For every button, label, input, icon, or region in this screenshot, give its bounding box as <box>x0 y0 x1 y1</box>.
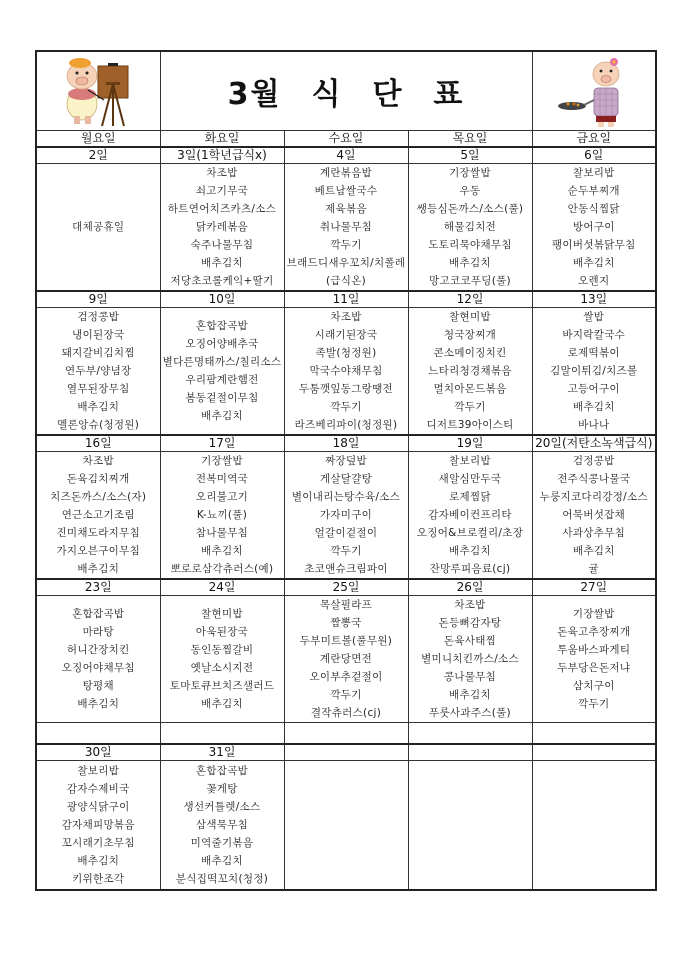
menu-row <box>36 452 656 580</box>
date-row <box>36 147 656 164</box>
menu-item: 감자채피망볶음 <box>61 819 135 831</box>
menu-item: 전주식콩나물국 <box>557 473 631 485</box>
menu-cell <box>408 596 532 723</box>
menu-item: 기장쌀밥 <box>449 167 491 179</box>
menu-item: 옛날소시지전 <box>190 662 254 674</box>
menu-cell <box>160 164 284 292</box>
menu-item: 봄동겉절이무침 <box>185 392 259 404</box>
menu-cell <box>408 452 532 580</box>
menu-item: K-뇨끼(풀) <box>196 509 248 521</box>
menu-item: 찰보리밥 <box>77 765 120 777</box>
empty-cell <box>284 723 408 745</box>
menu-cell <box>408 164 532 292</box>
blank-row <box>36 723 656 745</box>
date-cell <box>284 744 408 761</box>
date-cell: 18일 <box>284 435 408 452</box>
menu-row <box>36 596 656 723</box>
menu-item: 별다른명태까스/칠리소스 <box>162 356 282 368</box>
menu-cell <box>408 761 532 891</box>
menu-item: 도토리묵야채무침 <box>428 239 512 251</box>
weekday-wednesday: 수요일 <box>284 131 408 148</box>
menu-item: 귤 <box>588 563 599 575</box>
menu-item: 바지락칼국수 <box>562 329 626 341</box>
menu-item: 오징어야채무침 <box>61 662 135 674</box>
menu-item: 짬뽕국 <box>330 617 362 629</box>
menu-item: 망고코코푸딩(풀) <box>429 275 511 287</box>
menu-cell <box>284 164 408 292</box>
menu-item: 차조밥 <box>82 455 114 467</box>
date-cell: 23일 <box>36 579 160 596</box>
menu-item: 바나나 <box>578 419 610 431</box>
menu-item: 사과상추무침 <box>562 527 626 539</box>
menu-item: 가지오븐구이무침 <box>56 545 141 557</box>
date-cell: 20일(저탄소녹색급식) <box>532 435 656 452</box>
date-row <box>36 744 656 761</box>
menu-item: 얼갈이겉절이 <box>314 527 378 539</box>
menu-item: 방어구이 <box>572 221 615 233</box>
menu-item: 새알심만두국 <box>438 473 502 485</box>
menu-cell <box>160 452 284 580</box>
menu-item: 깍두기 <box>330 239 362 251</box>
menu-item: 두부당은돈저냐 <box>557 662 631 674</box>
date-cell: 10일 <box>160 291 284 308</box>
menu-cell <box>36 308 160 436</box>
date-cell: 2일 <box>36 147 160 164</box>
menu-item: 초코앤슈크림파이 <box>304 563 388 575</box>
menu-item: 느타리청경채볶음 <box>428 365 512 377</box>
menu-item: 짜장덮밥 <box>325 455 367 467</box>
menu-item: 미역줄기볶음 <box>190 837 254 849</box>
menu-item: 깍두기 <box>578 698 610 710</box>
menu-item: 별이내리는탕수육/소스 <box>291 491 401 503</box>
weekday-tuesday: 화요일 <box>160 131 284 148</box>
menu-cell <box>408 308 532 436</box>
pig-painter-icon <box>58 54 138 128</box>
date-cell: 4일 <box>284 147 408 164</box>
menu-item: 푸룻사과주스(풀) <box>429 707 511 719</box>
date-cell: 16일 <box>36 435 160 452</box>
menu-item: 혼합잡곡밥 <box>195 765 249 777</box>
menu-cell <box>532 761 656 891</box>
menu-item: 기장쌀밥 <box>572 608 615 620</box>
menu-item: 베트남쌀국수 <box>314 185 378 197</box>
menu-item: 탕평채 <box>82 680 114 692</box>
menu-item: 감자수제비국 <box>66 783 130 795</box>
menu-item: 디저트39아이스티 <box>426 419 514 431</box>
menu-item: 생선커틀렛/소스 <box>183 801 261 813</box>
empty-cell <box>408 723 532 745</box>
date-cell: 30일 <box>36 744 160 761</box>
menu-cell <box>160 308 284 436</box>
date-cell: 9일 <box>36 291 160 308</box>
menu-item: 차조밥 <box>454 599 486 611</box>
menu-item: 배추김치 <box>449 689 491 701</box>
menu-item: 찰보리밥 <box>449 455 491 467</box>
menu-item: 배추김치 <box>77 563 120 575</box>
menu-item: 족발(청정원) <box>315 347 377 359</box>
weekday-thursday: 목요일 <box>408 131 532 148</box>
menu-item: 찰현미밥 <box>449 311 491 323</box>
menu-cell <box>532 164 656 292</box>
menu-item: 차조밥 <box>330 311 362 323</box>
menu-item: 돈육사태찜 <box>443 635 497 647</box>
menu-item: 고등어구이 <box>567 383 620 395</box>
date-cell: 11일 <box>284 291 408 308</box>
menu-item: 닭카레볶음 <box>195 221 249 233</box>
menu-item: 우동 <box>459 185 481 197</box>
menu-item: 혼합잡곡밥 <box>195 320 249 332</box>
menu-item: 연두부/양념장 <box>65 365 132 377</box>
menu-item: 팽이버섯볶닭무침 <box>551 239 636 251</box>
menu-item: 배추김치 <box>201 855 243 867</box>
menu-item: 돈등뼈감자탕 <box>438 617 502 629</box>
menu-cell <box>532 596 656 723</box>
menu-item: 뽀로로삼각츄러스(예) <box>170 563 274 575</box>
menu-item: 시래기된장국 <box>314 329 378 341</box>
menu-item: 오징어양배추국 <box>185 338 259 350</box>
menu-item: 배추김치 <box>77 855 120 867</box>
menu-item: 두툼깻잎동그랑땡전 <box>299 383 393 395</box>
menu-row <box>36 308 656 436</box>
menu-item: 배추김치 <box>572 545 615 557</box>
menu-item: 전복미역국 <box>195 473 249 485</box>
weekday-friday: 금요일 <box>532 131 656 148</box>
menu-cell <box>284 761 408 891</box>
menu-item: 게살달걀탕 <box>319 473 373 485</box>
menu-item: 잔망루피음료(cj) <box>429 563 511 575</box>
menu-item: 배추김치 <box>77 698 120 710</box>
menu-item: 저당초코롤케익+딸기 <box>170 275 274 287</box>
date-cell: 5일 <box>408 147 532 164</box>
menu-item: 배추김치 <box>572 257 615 269</box>
menu-item: 오렌지 <box>578 275 610 287</box>
menu-item: 찰보리밥 <box>572 167 615 179</box>
menu-item: 쇠고기무국 <box>195 185 249 197</box>
meal-menu-table <box>35 50 657 891</box>
menu-item: 누룽지코다리강정/소스 <box>539 491 648 503</box>
date-cell: 19일 <box>408 435 532 452</box>
menu-item: 브래드디새우꼬치/치폴레 <box>286 257 406 269</box>
menu-item: 콩나물무침 <box>443 671 497 683</box>
menu-item: 안동식찜닭 <box>567 203 620 215</box>
menu-cell <box>36 164 160 292</box>
menu-item: 결작츄러스(cj) <box>310 707 382 719</box>
menu-item: 해물김치전 <box>443 221 497 233</box>
menu-item: 배추김치 <box>572 401 615 413</box>
menu-item: 계란당면전 <box>319 653 373 665</box>
page-title: 3월 식 단 표 <box>227 77 465 112</box>
menu-item: 깍두기 <box>454 401 486 413</box>
menu-item: 배추김치 <box>77 401 120 413</box>
menu-item: 동인동찜갈비 <box>190 644 254 656</box>
menu-item: 라즈베리파이(청정원) <box>294 419 398 431</box>
menu-item: 김말이튀김/치즈볼 <box>550 365 638 377</box>
empty-cell <box>532 723 656 745</box>
menu-item: 두부미트볼(풀무원) <box>299 635 393 647</box>
date-cell: 3일(1학년급식x) <box>160 147 284 164</box>
menu-item: 감자베이컨프리타 <box>428 509 512 521</box>
menu-item: 혼합잡곡밥 <box>72 608 125 620</box>
menu-item: 삼치구이 <box>572 680 615 692</box>
menu-item: 하트연어치즈카츠/소스 <box>167 203 277 215</box>
weekday-monday: 월요일 <box>36 131 160 148</box>
date-cell: 26일 <box>408 579 532 596</box>
menu-item: 순두부찌개 <box>567 185 620 197</box>
menu-item: 배추김치 <box>201 545 243 557</box>
menu-item: 꽃게탕 <box>206 783 238 795</box>
menu-item: 배추김치 <box>201 410 243 422</box>
menu-item: 가자미구이 <box>319 509 373 521</box>
menu-item: 오리불고기 <box>195 491 249 503</box>
menu-item: 열무된장무침 <box>66 383 130 395</box>
menu-item: 쌀밥 <box>583 311 605 323</box>
menu-item: 치즈돈까스/소스(자) <box>50 491 147 503</box>
left-illustration-cell <box>36 51 160 131</box>
menu-item: 우리팜계란햄전 <box>185 374 259 386</box>
menu-cell <box>284 452 408 580</box>
date-cell: 25일 <box>284 579 408 596</box>
menu-item: 배추김치 <box>449 257 491 269</box>
menu-item: 배추김치 <box>201 698 243 710</box>
date-cell: 24일 <box>160 579 284 596</box>
menu-item: 돈육김치찌개 <box>66 473 130 485</box>
date-cell: 31일 <box>160 744 284 761</box>
date-cell: 13일 <box>532 291 656 308</box>
menu-item: 배추김치 <box>449 545 491 557</box>
menu-item: 투움바스파게티 <box>557 644 631 656</box>
menu-item: 참나물무침 <box>195 527 249 539</box>
menu-item: 청국장찌개 <box>443 329 497 341</box>
date-cell: 17일 <box>160 435 284 452</box>
menu-item: 허니간장치킨 <box>66 644 130 656</box>
empty-cell <box>36 723 160 745</box>
menu-item: 로제찜닭 <box>449 491 491 503</box>
date-cell: 6일 <box>532 147 656 164</box>
menu-item: 막국수야채무침 <box>309 365 383 377</box>
menu-item: 제육볶음 <box>325 203 367 215</box>
menu-item: 검정콩밥 <box>572 455 615 467</box>
menu-cell <box>36 596 160 723</box>
menu-item: 멸치아몬드볶음 <box>433 383 507 395</box>
menu-item: 깍두기 <box>330 401 362 413</box>
menu-item: 쌩등심돈까스/소스(풀) <box>416 203 524 215</box>
menu-cell <box>160 761 284 891</box>
menu-item: 광양식닭구이 <box>66 801 130 813</box>
date-cell <box>408 744 532 761</box>
menu-cell <box>532 452 656 580</box>
menu-item: 분식집떡꼬치(청정) <box>175 873 269 885</box>
menu-item: (급식온) <box>325 275 367 287</box>
menu-item: 오징어&브로컬리/초장 <box>416 527 524 539</box>
weekday-header-row <box>36 131 656 148</box>
date-row <box>36 291 656 308</box>
pig-chef-icon <box>554 54 634 128</box>
menu-item: 검정콩밥 <box>77 311 120 323</box>
title-cell <box>160 51 532 131</box>
menu-item: 기장쌀밥 <box>201 455 243 467</box>
menu-item: 차조밥 <box>206 167 238 179</box>
menu-item: 찰현미밥 <box>201 608 243 620</box>
menu-item: 오이부추겉절이 <box>309 671 383 683</box>
menu-item: 별미니치킨까스/소스 <box>421 653 519 665</box>
empty-cell <box>160 723 284 745</box>
menu-item: 돼지갈비김치찜 <box>61 347 135 359</box>
date-row <box>36 435 656 452</box>
menu-item: 토마토큐브치즈샐러드 <box>169 680 275 692</box>
menu-item: 멜론앙슈(청정원) <box>57 419 140 431</box>
menu-item: 어묵버섯잡채 <box>562 509 626 521</box>
menu-item: 목살필라프 <box>319 599 373 611</box>
menu-cell <box>532 308 656 436</box>
menu-item: 숙주나물무침 <box>190 239 254 251</box>
menu-item: 꼬시래기초무침 <box>61 837 135 849</box>
date-row <box>36 579 656 596</box>
menu-cell <box>284 308 408 436</box>
menu-item: 대체공휴일 <box>72 221 125 233</box>
menu-item: 냉이된장국 <box>72 329 125 341</box>
menu-cell <box>160 596 284 723</box>
date-cell: 27일 <box>532 579 656 596</box>
menu-item: 취나물무침 <box>319 221 373 233</box>
menu-item: 계란볶음밥 <box>319 167 373 179</box>
date-cell: 12일 <box>408 291 532 308</box>
menu-item: 콘소메이징치킨 <box>433 347 507 359</box>
right-illustration-cell <box>532 51 656 131</box>
menu-item: 마라탕 <box>82 626 114 638</box>
menu-item: 깍두기 <box>330 689 362 701</box>
menu-item: 배추김치 <box>201 257 243 269</box>
menu-item: 아욱된장국 <box>195 626 249 638</box>
menu-item: 깍두기 <box>330 545 362 557</box>
menu-item: 로제떡볶이 <box>567 347 620 359</box>
menu-row <box>36 761 656 891</box>
date-cell <box>532 744 656 761</box>
menu-row <box>36 164 656 292</box>
menu-item: 연근소고기조림 <box>61 509 135 521</box>
menu-item: 돈육고추장찌개 <box>557 626 631 638</box>
menu-cell <box>36 761 160 891</box>
menu-item: 키위한조각 <box>72 873 125 885</box>
menu-cell <box>36 452 160 580</box>
menu-item: 진미채도라지무침 <box>56 527 141 539</box>
menu-item: 삼색묵무침 <box>195 819 249 831</box>
menu-cell <box>284 596 408 723</box>
title-row <box>36 51 656 131</box>
